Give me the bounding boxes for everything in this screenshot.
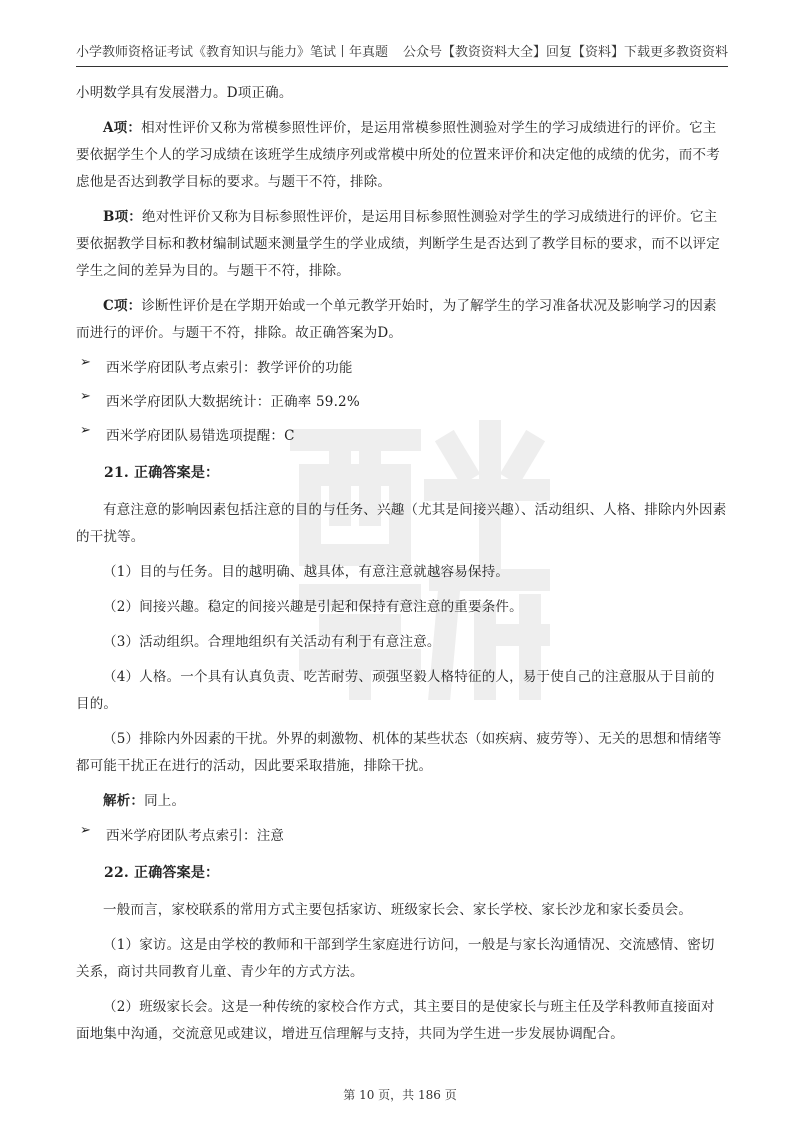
- question-21-item: （4）人格。一个具有认真负责、吃苦耐劳、顽强坚毅人格特征的人，易于使自己的注意服从于目前的目的。: [76, 669, 715, 712]
- question-21-title: 21. 正确答案是：: [104, 465, 220, 481]
- option-a: [76, 115, 728, 196]
- page-content: [76, 80, 728, 1056]
- question-22-item: （2）班级家长会。这是一种传统的家校合作方式，其主要目的是使家长与班主任及学科教师直接面对面地集中沟通，交流意见或建议，增进互信理解与支持，共同为学生进一步发展协调配合。: [76, 999, 715, 1042]
- question-21-item: （5）排除内外因素的干扰。外界的刺激物、机体的某些状态（如疾病、疲劳等）、无关的思想和情绪等都可能干扰正在进行的活动，因此要采取措施，排除干扰。: [76, 731, 722, 774]
- question-21-analysis: [76, 788, 728, 815]
- header-right-promo: 公众号【教资资料大全】回复【资料】下载更多教资资料: [402, 45, 728, 60]
- bullet-text: 西米学府团队易错选项提醒：C: [106, 428, 295, 444]
- arrow-right-icon: ➢: [80, 423, 91, 438]
- bullet-item: [76, 823, 728, 850]
- question-21-item: （2）间接兴趣。稳定的间接兴趣是引起和保持有意注意的重要条件。: [103, 599, 523, 615]
- bullet-text: 西米学府团队考点索引：教学评价的功能: [106, 360, 353, 376]
- bullet-text: 西米学府团队考点索引：注意: [106, 828, 285, 844]
- arrow-right-icon: ➢: [80, 355, 91, 370]
- option-b-label: B项：: [103, 209, 143, 225]
- arrow-right-icon: ➢: [80, 823, 91, 838]
- bullet-item: [76, 389, 728, 416]
- analysis-label: 解析：: [103, 793, 145, 809]
- bullet-item: [76, 423, 728, 450]
- question-21-intro: 有意注意的影响因素包括注意的目的与任务、兴趣（尤其是间接兴趣）、活动组织、人格、排除内外因素的干扰等。: [76, 502, 727, 545]
- option-b: [76, 204, 728, 285]
- page-header: [76, 44, 728, 67]
- option-c-text: 诊断性评价是在学期开始或一个单元教学开始时，为了解学生的学习准备状况及影响学习的因素而进行的评价。与题干不符，排除。故正确答案为D。: [76, 298, 717, 341]
- intro-line: 小明数学具有发展潜力。D项正确。: [76, 85, 293, 101]
- option-b-text: 绝对性评价又称为目标参照性评价，是运用目标参照性测验对学生的学习成绩进行的评价。它主要依据教学目标和教材编制试题来测量学生的学业成绩，判断学生是否达到了教学目标的要求，而不以评定学生之间的差异为目的。与题干不符，排除。: [76, 209, 720, 279]
- option-a-label: A项：: [103, 120, 142, 136]
- bullet-text: 西米学府团队大数据统计：正确率 59.2%: [106, 394, 360, 410]
- question-22-title: 22. 正确答案是：: [104, 865, 220, 881]
- option-c-label: C项：: [103, 298, 142, 314]
- option-c: [76, 293, 728, 347]
- bullet-item: [76, 355, 728, 382]
- question-21-item: （3）活动组织。合理地组织有关活动有利于有意注意。: [103, 634, 441, 650]
- page-footer: 第 10 页，共 186 页: [343, 1088, 457, 1102]
- arrow-right-icon: ➢: [80, 389, 91, 404]
- header-left-title: 小学教师资格证考试《教育知识与能力》笔试丨年真题: [76, 45, 389, 60]
- option-a-text: 相对性评价又称为常模参照性评价，是运用常模参照性测验对学生的学习成绩进行的评价。它主要依据学生个人的学习成绩在该班学生成绩序列或常模中所处的位置来评价和决定他的成绩的优劣，而不考虑他是否达到教学目标的要求。与题干不符，排除。: [76, 120, 720, 190]
- question-22-intro: 一般而言，家校联系的常用方式主要包括家访、班级家长会、家长学校、家长沙龙和家长委员会。: [103, 902, 693, 918]
- analysis-text: 同上。: [144, 793, 186, 809]
- question-22-item: （1）家访。这是由学校的教师和干部到学生家庭进行访问，一般是与家长沟通情况、交流感情、密切关系，商讨共同教育儿童、青少年的方式方法。: [76, 937, 715, 980]
- question-21-item: （1）目的与任务。目的越明确、越具体，有意注意就越容易保持。: [103, 564, 510, 580]
